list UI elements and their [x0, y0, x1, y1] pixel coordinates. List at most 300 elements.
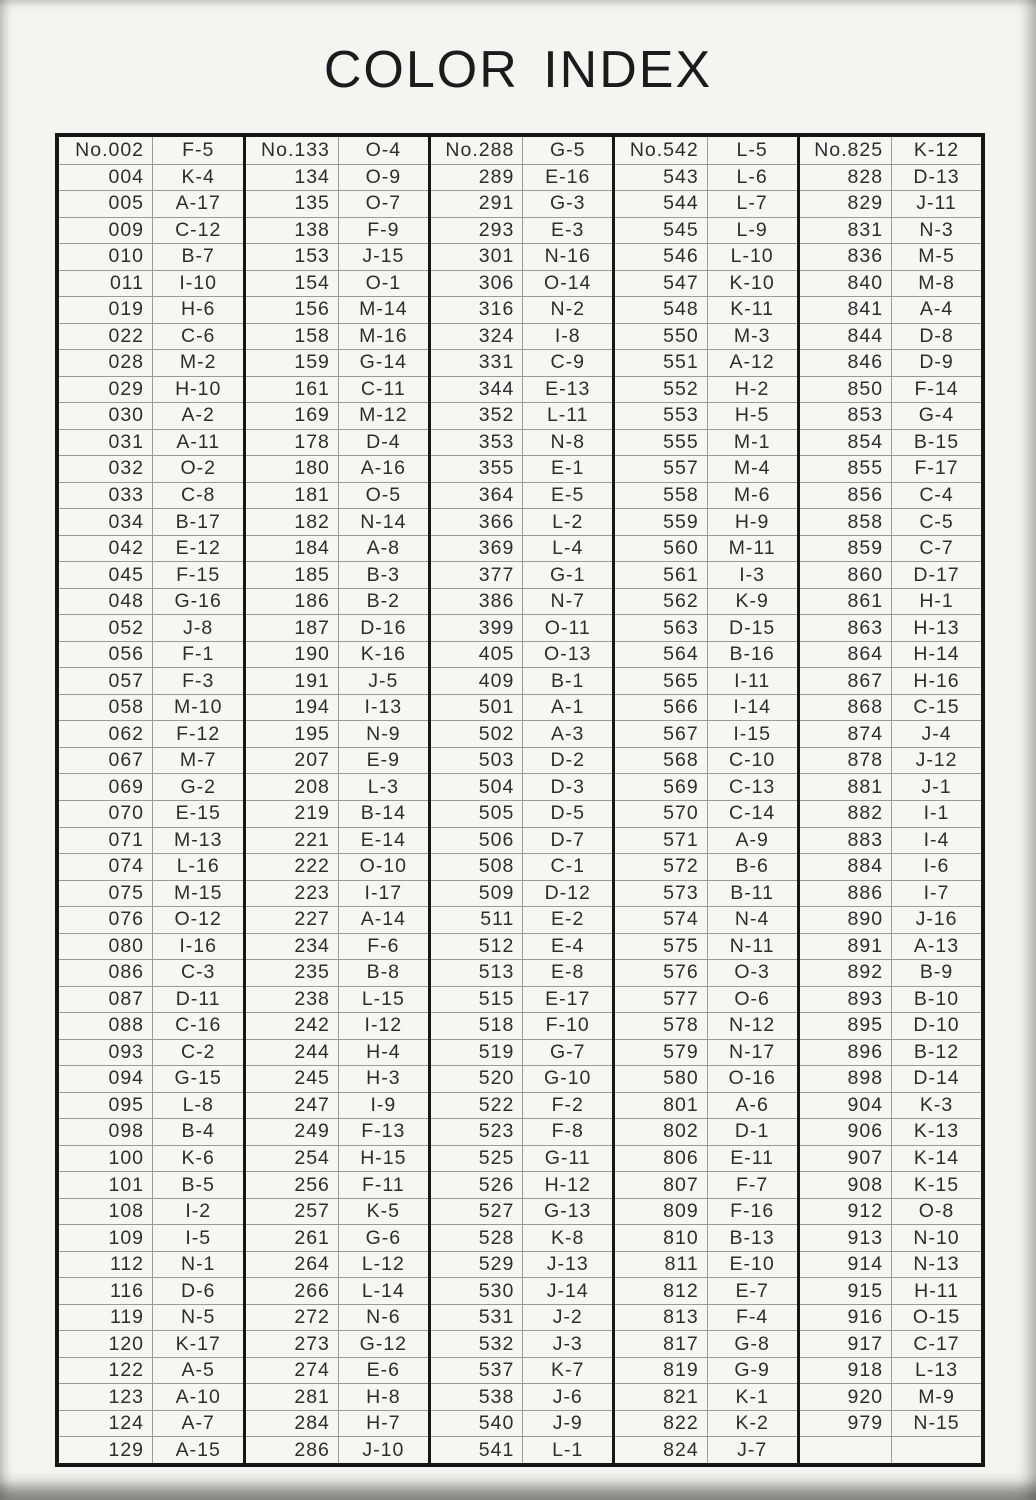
- color-code-cell: B-12: [913, 1040, 960, 1063]
- table-row: [246, 641, 427, 668]
- color-code-cell: L-11: [546, 404, 589, 427]
- table-row: [431, 1039, 612, 1066]
- table-row: [246, 1357, 427, 1384]
- color-number-cell: 238: [246, 987, 339, 1013]
- color-code-cell: A-4: [919, 298, 954, 321]
- color-number-cell: 904: [800, 1093, 893, 1119]
- color-number-cell: 154: [246, 271, 339, 297]
- table-row: [800, 217, 981, 244]
- table-row: [431, 1251, 612, 1278]
- color-number-cell: 120: [59, 1331, 153, 1357]
- color-number-cell: 187: [246, 615, 339, 641]
- color-number-cell: 159: [246, 350, 339, 376]
- table-row: [800, 1410, 981, 1437]
- color-code-cell: K-13: [913, 1120, 960, 1143]
- color-number-cell: 112: [59, 1252, 153, 1278]
- color-number-cell: 134: [246, 165, 339, 191]
- color-number-cell: 920: [800, 1384, 893, 1410]
- color-number-cell: 405: [431, 642, 524, 668]
- color-number-cell: 558: [615, 483, 708, 509]
- table-row: [59, 667, 243, 694]
- table-row: [431, 1198, 612, 1225]
- color-code-cell: G-6: [365, 1226, 402, 1249]
- color-code-cell: H-16: [913, 669, 960, 692]
- table-row: [246, 694, 427, 721]
- color-number-cell: 836: [800, 244, 893, 270]
- color-number-cell: 906: [800, 1119, 893, 1145]
- color-code-cell: F-4: [736, 1306, 769, 1329]
- table-row: [59, 1330, 243, 1357]
- table-row: [800, 535, 981, 562]
- table-row: [431, 773, 612, 800]
- color-number-cell: 810: [615, 1225, 708, 1251]
- color-number-cell: 135: [246, 191, 339, 217]
- table-row: [246, 800, 427, 827]
- color-number-cell: No.825: [800, 137, 893, 164]
- color-number-cell: 809: [615, 1199, 708, 1225]
- table-row: [59, 164, 243, 191]
- color-number-cell: 123: [59, 1384, 153, 1410]
- color-code-cell: G-5: [549, 138, 586, 161]
- color-number-cell: 579: [615, 1040, 708, 1066]
- color-number-cell: 908: [800, 1172, 893, 1198]
- table-row: [800, 827, 981, 854]
- table-row: [59, 1410, 243, 1437]
- color-number-cell: 884: [800, 854, 893, 880]
- color-code-cell: L-8: [182, 1093, 214, 1116]
- color-number-cell: 527: [431, 1199, 524, 1225]
- color-number-cell: 878: [800, 748, 893, 774]
- color-code-cell: H-14: [913, 643, 960, 666]
- color-number-cell: 892: [800, 960, 893, 986]
- table-row: [800, 1277, 981, 1304]
- color-code-cell: N-1: [180, 1253, 216, 1276]
- table-row: [431, 1145, 612, 1172]
- color-number-cell: 564: [615, 642, 708, 668]
- color-number-cell: 846: [800, 350, 893, 376]
- color-number-cell: 352: [431, 403, 524, 429]
- table-row: [431, 1436, 612, 1463]
- color-number-cell: 913: [800, 1225, 893, 1251]
- table-row: [59, 323, 243, 350]
- color-number-cell: 538: [431, 1384, 524, 1410]
- color-code-cell: M-6: [733, 484, 771, 506]
- table-row: [59, 906, 243, 933]
- table-row: [246, 986, 427, 1013]
- table-row: [431, 243, 612, 270]
- color-code-cell: H-2: [734, 377, 770, 400]
- table-row: [431, 1092, 612, 1119]
- color-code-cell: A-7: [181, 1412, 215, 1435]
- table-row: [431, 880, 612, 907]
- color-number-cell: 272: [246, 1305, 339, 1331]
- color-code-cell: G-1: [549, 563, 586, 586]
- color-number-cell: 093: [59, 1040, 153, 1066]
- color-number-cell: 864: [800, 642, 893, 668]
- table-row: [246, 1171, 427, 1198]
- table-row: [615, 1410, 796, 1437]
- table-row: [246, 1277, 427, 1304]
- color-code-cell: J-11: [916, 192, 957, 215]
- color-number-cell: 219: [246, 801, 339, 827]
- table-row: [59, 535, 243, 562]
- color-number-cell: 119: [59, 1305, 153, 1331]
- color-code-cell: D-15: [729, 616, 776, 639]
- color-code-cell: I-4: [923, 828, 950, 851]
- color-number-cell: 898: [800, 1066, 893, 1092]
- color-number-cell: 917: [800, 1331, 893, 1357]
- table-row: [431, 455, 612, 482]
- color-number-cell: 860: [800, 562, 893, 588]
- color-number-cell: 895: [800, 1013, 893, 1039]
- table-row: [615, 588, 796, 615]
- color-code-cell: N-6: [366, 1306, 401, 1329]
- table-row: [615, 906, 796, 933]
- table-row: [59, 349, 243, 376]
- color-code-cell: K-15: [913, 1173, 960, 1196]
- color-code-cell: F-17: [914, 457, 959, 480]
- color-code-cell: E-1: [551, 457, 585, 480]
- table-row: [431, 933, 612, 960]
- color-number-cell: 195: [246, 721, 339, 747]
- color-code-cell: O-4: [365, 138, 402, 161]
- color-number-cell: 915: [800, 1278, 893, 1304]
- color-number-cell: 281: [246, 1384, 339, 1410]
- table-row: [59, 1171, 243, 1198]
- table-row: [615, 1118, 796, 1145]
- color-code-cell: D-13: [913, 165, 960, 188]
- color-number-cell: 841: [800, 297, 893, 323]
- color-number-cell: 551: [615, 350, 708, 376]
- color-number-cell: 979: [800, 1411, 893, 1437]
- color-number-cell: 881: [800, 774, 893, 800]
- color-code-cell: H-7: [366, 1412, 401, 1435]
- color-number-cell: 169: [246, 403, 339, 429]
- table-row: [800, 588, 981, 615]
- table-row: [800, 1198, 981, 1225]
- color-code-cell: N-11: [729, 934, 775, 957]
- color-code-cell: B-5: [181, 1173, 215, 1196]
- table-row: [59, 641, 243, 668]
- color-code-cell: M-10: [173, 696, 223, 719]
- color-code-cell: C-7: [919, 537, 954, 560]
- color-code-cell: A-6: [735, 1093, 769, 1116]
- table-row: [800, 1065, 981, 1092]
- table-row: [615, 667, 796, 694]
- color-number-cell: 409: [431, 668, 524, 694]
- color-code-cell: O-11: [544, 616, 591, 639]
- table-row: [431, 1065, 612, 1092]
- color-number-cell: 856: [800, 483, 893, 509]
- color-code-cell: M-14: [359, 298, 408, 321]
- table-row: [59, 880, 243, 907]
- color-code-cell: E-6: [366, 1359, 401, 1382]
- color-number-cell: 306: [431, 271, 524, 297]
- color-code-cell: L-15: [361, 987, 405, 1010]
- color-number-cell: 031: [59, 430, 153, 456]
- color-code-cell: O-13: [544, 643, 592, 666]
- color-number-cell: 032: [59, 456, 153, 482]
- table-row: [246, 217, 427, 244]
- color-code-cell: L-12: [361, 1253, 405, 1276]
- color-number-cell: 366: [431, 509, 524, 535]
- color-number-cell: 550: [615, 324, 708, 350]
- color-number-cell: 080: [59, 934, 153, 960]
- table-row: [59, 1436, 243, 1463]
- color-code-cell: I-15: [733, 722, 771, 745]
- color-number-cell: 543: [615, 165, 708, 191]
- table-row: [800, 296, 981, 323]
- color-code-cell: F-12: [176, 722, 221, 745]
- table-row: [246, 1118, 427, 1145]
- color-number-cell: 004: [59, 165, 153, 191]
- color-number-cell: 247: [246, 1093, 339, 1119]
- color-number-cell: 513: [431, 960, 524, 986]
- table-row: [246, 1039, 427, 1066]
- color-number-cell: 028: [59, 350, 153, 376]
- color-number-cell: 912: [800, 1199, 893, 1225]
- table-row: [800, 959, 981, 986]
- color-code-cell: F-8: [551, 1120, 584, 1143]
- color-code-cell: K-7: [551, 1359, 585, 1382]
- table-row: [800, 243, 981, 270]
- color-code-cell: O-16: [728, 1067, 776, 1090]
- color-code-cell: E-4: [551, 934, 585, 957]
- color-number-cell: 806: [615, 1146, 708, 1172]
- table-row: [59, 933, 243, 960]
- table-row: [615, 270, 796, 297]
- table-row: [615, 1145, 796, 1172]
- table-row: [615, 349, 796, 376]
- color-number-cell: 122: [59, 1358, 153, 1384]
- table-row: [431, 164, 612, 191]
- color-code-cell: I-17: [364, 881, 403, 904]
- color-code-cell: C-14: [729, 802, 776, 825]
- color-code-cell: D-11: [175, 987, 221, 1010]
- table-row: [800, 1039, 981, 1066]
- table-row: [615, 561, 796, 588]
- table-row: [246, 1092, 427, 1119]
- color-code-cell: M-15: [173, 881, 223, 904]
- table-row: [59, 508, 243, 535]
- color-code-cell: J-6: [552, 1385, 583, 1408]
- color-code-cell: J-15: [362, 245, 405, 268]
- color-code-cell: I-13: [364, 696, 403, 719]
- color-number-cell: 234: [246, 934, 339, 960]
- color-number-cell: 508: [431, 854, 524, 880]
- color-code-cell: N-4: [734, 908, 770, 931]
- color-number-cell: No.002: [59, 137, 153, 164]
- color-code-cell: O-15: [912, 1306, 961, 1329]
- color-code-cell: C-13: [729, 775, 776, 798]
- table-row: [59, 482, 243, 509]
- table-row: [59, 137, 243, 164]
- color-code-cell: D-16: [360, 616, 407, 639]
- color-code-cell: A-1: [551, 696, 585, 719]
- color-code-cell: K-17: [175, 1332, 221, 1355]
- table-row: [615, 933, 796, 960]
- table-row: [246, 880, 427, 907]
- table-row: [246, 1304, 427, 1331]
- color-code-cell: K-2: [735, 1412, 769, 1435]
- table-row: [246, 1330, 427, 1357]
- table-row: [59, 1092, 243, 1119]
- color-number-cell: 854: [800, 430, 893, 456]
- color-number-cell: 532: [431, 1331, 524, 1357]
- table-row: [431, 720, 612, 747]
- color-number-cell: 807: [615, 1172, 708, 1198]
- color-number-cell: 291: [431, 191, 524, 217]
- color-number-cell: 056: [59, 642, 153, 668]
- color-number-cell: 523: [431, 1119, 524, 1145]
- color-code-cell: K-8: [551, 1226, 585, 1249]
- color-number-cell: 034: [59, 509, 153, 535]
- color-code-cell: F-13: [361, 1120, 406, 1143]
- color-number-cell: 223: [246, 881, 339, 907]
- color-code-cell: N-17: [729, 1040, 776, 1063]
- color-number-cell: 571: [615, 828, 708, 854]
- table-row: [246, 667, 427, 694]
- color-code-cell: J-13: [546, 1253, 589, 1276]
- color-code-cell: I-9: [370, 1093, 397, 1116]
- table-row: [246, 747, 427, 774]
- table-row: [615, 959, 796, 986]
- color-number-cell: 890: [800, 907, 893, 933]
- color-code-cell: L-6: [736, 165, 768, 188]
- color-number-cell: 324: [431, 324, 524, 350]
- color-number-cell: 249: [246, 1119, 339, 1145]
- color-code-cell: F-10: [545, 1014, 590, 1037]
- color-code-cell: E-2: [551, 908, 585, 931]
- color-code-cell: K-11: [730, 298, 775, 321]
- table-row: [59, 694, 243, 721]
- color-number-cell: 896: [800, 1040, 893, 1066]
- color-number-cell: 261: [246, 1225, 339, 1251]
- color-number-cell: 033: [59, 483, 153, 509]
- color-number-cell: 153: [246, 244, 339, 270]
- color-number-cell: 813: [615, 1305, 708, 1331]
- color-code-cell: N-3: [919, 218, 954, 241]
- color-number-cell: 075: [59, 881, 153, 907]
- color-number-cell: 156: [246, 297, 339, 323]
- color-number-cell: 511: [431, 907, 524, 933]
- color-code-cell: G-7: [549, 1040, 586, 1063]
- table-row: [246, 455, 427, 482]
- table-row: [800, 1118, 981, 1145]
- table-row: [800, 1383, 981, 1410]
- table-column-group-3: [428, 137, 612, 1463]
- color-number-cell: 522: [431, 1093, 524, 1119]
- color-number-cell: 178: [246, 430, 339, 456]
- color-code-cell: N-15: [913, 1412, 960, 1435]
- color-code-cell: N-8: [550, 430, 585, 453]
- table-row: [431, 429, 612, 456]
- table-row: [246, 1145, 427, 1172]
- color-code-cell: I-10: [179, 271, 217, 294]
- color-code-cell: C-15: [913, 696, 960, 719]
- color-number-cell: 086: [59, 960, 153, 986]
- color-code-cell: O-5: [365, 484, 402, 506]
- table-row: [800, 1357, 981, 1384]
- color-code-cell: B-1: [551, 669, 585, 692]
- table-row: [431, 1012, 612, 1039]
- table-row: [431, 1171, 612, 1198]
- table-row: [59, 296, 243, 323]
- color-number-cell: [800, 1437, 893, 1463]
- color-number-cell: 074: [59, 854, 153, 880]
- color-number-cell: 561: [615, 562, 708, 588]
- table-row: [615, 1198, 796, 1225]
- table-row: [615, 137, 796, 164]
- color-number-cell: 227: [246, 907, 339, 933]
- color-code-cell: C-2: [180, 1040, 216, 1063]
- table-row: [246, 614, 427, 641]
- color-code-cell: E-15: [175, 802, 221, 825]
- table-row: [431, 270, 612, 297]
- color-number-cell: 531: [431, 1305, 524, 1331]
- table-row: [59, 190, 243, 217]
- color-number-cell: 022: [59, 324, 153, 350]
- color-number-cell: 129: [59, 1437, 153, 1463]
- color-number-cell: 138: [246, 218, 339, 244]
- color-code-cell: O-9: [365, 165, 402, 188]
- color-number-cell: 907: [800, 1146, 893, 1172]
- color-number-cell: 005: [59, 191, 153, 217]
- color-code-cell: H-11: [914, 1279, 959, 1302]
- color-number-cell: 553: [615, 403, 708, 429]
- table-row: [800, 561, 981, 588]
- table-row: [800, 986, 981, 1013]
- table-row: [431, 1118, 612, 1145]
- table-row: [800, 402, 981, 429]
- table-row: [800, 323, 981, 350]
- color-code-cell: H-3: [366, 1067, 401, 1090]
- color-code-cell: I-6: [923, 855, 950, 878]
- table-row: [59, 1039, 243, 1066]
- color-number-cell: 576: [615, 960, 708, 986]
- table-row: [800, 455, 981, 482]
- table-row: [431, 137, 612, 164]
- color-code-cell: H-13: [913, 616, 960, 639]
- color-code-cell: D-6: [180, 1279, 216, 1302]
- table-row: [800, 880, 981, 907]
- color-number-cell: 868: [800, 695, 893, 721]
- table-row: [59, 1224, 243, 1251]
- color-code-cell: D-17: [913, 563, 960, 586]
- color-code-cell: K-16: [360, 643, 406, 666]
- color-code-cell: N-12: [729, 1014, 776, 1037]
- table-row: [59, 1012, 243, 1039]
- color-code-cell: G-15: [174, 1067, 222, 1090]
- color-code-cell: I-7: [923, 881, 950, 904]
- color-code-cell: N-14: [360, 510, 407, 533]
- table-row: [59, 959, 243, 986]
- color-code-cell: M-11: [728, 537, 776, 560]
- color-number-cell: 256: [246, 1172, 339, 1198]
- table-row: [800, 641, 981, 668]
- color-code-cell: C-1: [550, 855, 585, 878]
- color-code-cell: E-12: [175, 537, 221, 560]
- color-code-cell: L-10: [730, 245, 774, 268]
- table-row: [246, 323, 427, 350]
- color-number-cell: 893: [800, 987, 893, 1013]
- color-number-cell: 071: [59, 828, 153, 854]
- color-number-cell: 010: [59, 244, 153, 270]
- color-code-cell: M-3: [733, 324, 771, 347]
- color-code-cell: C-8: [180, 484, 216, 506]
- color-number-cell: 344: [431, 377, 524, 403]
- color-code-cell: C-12: [175, 218, 222, 241]
